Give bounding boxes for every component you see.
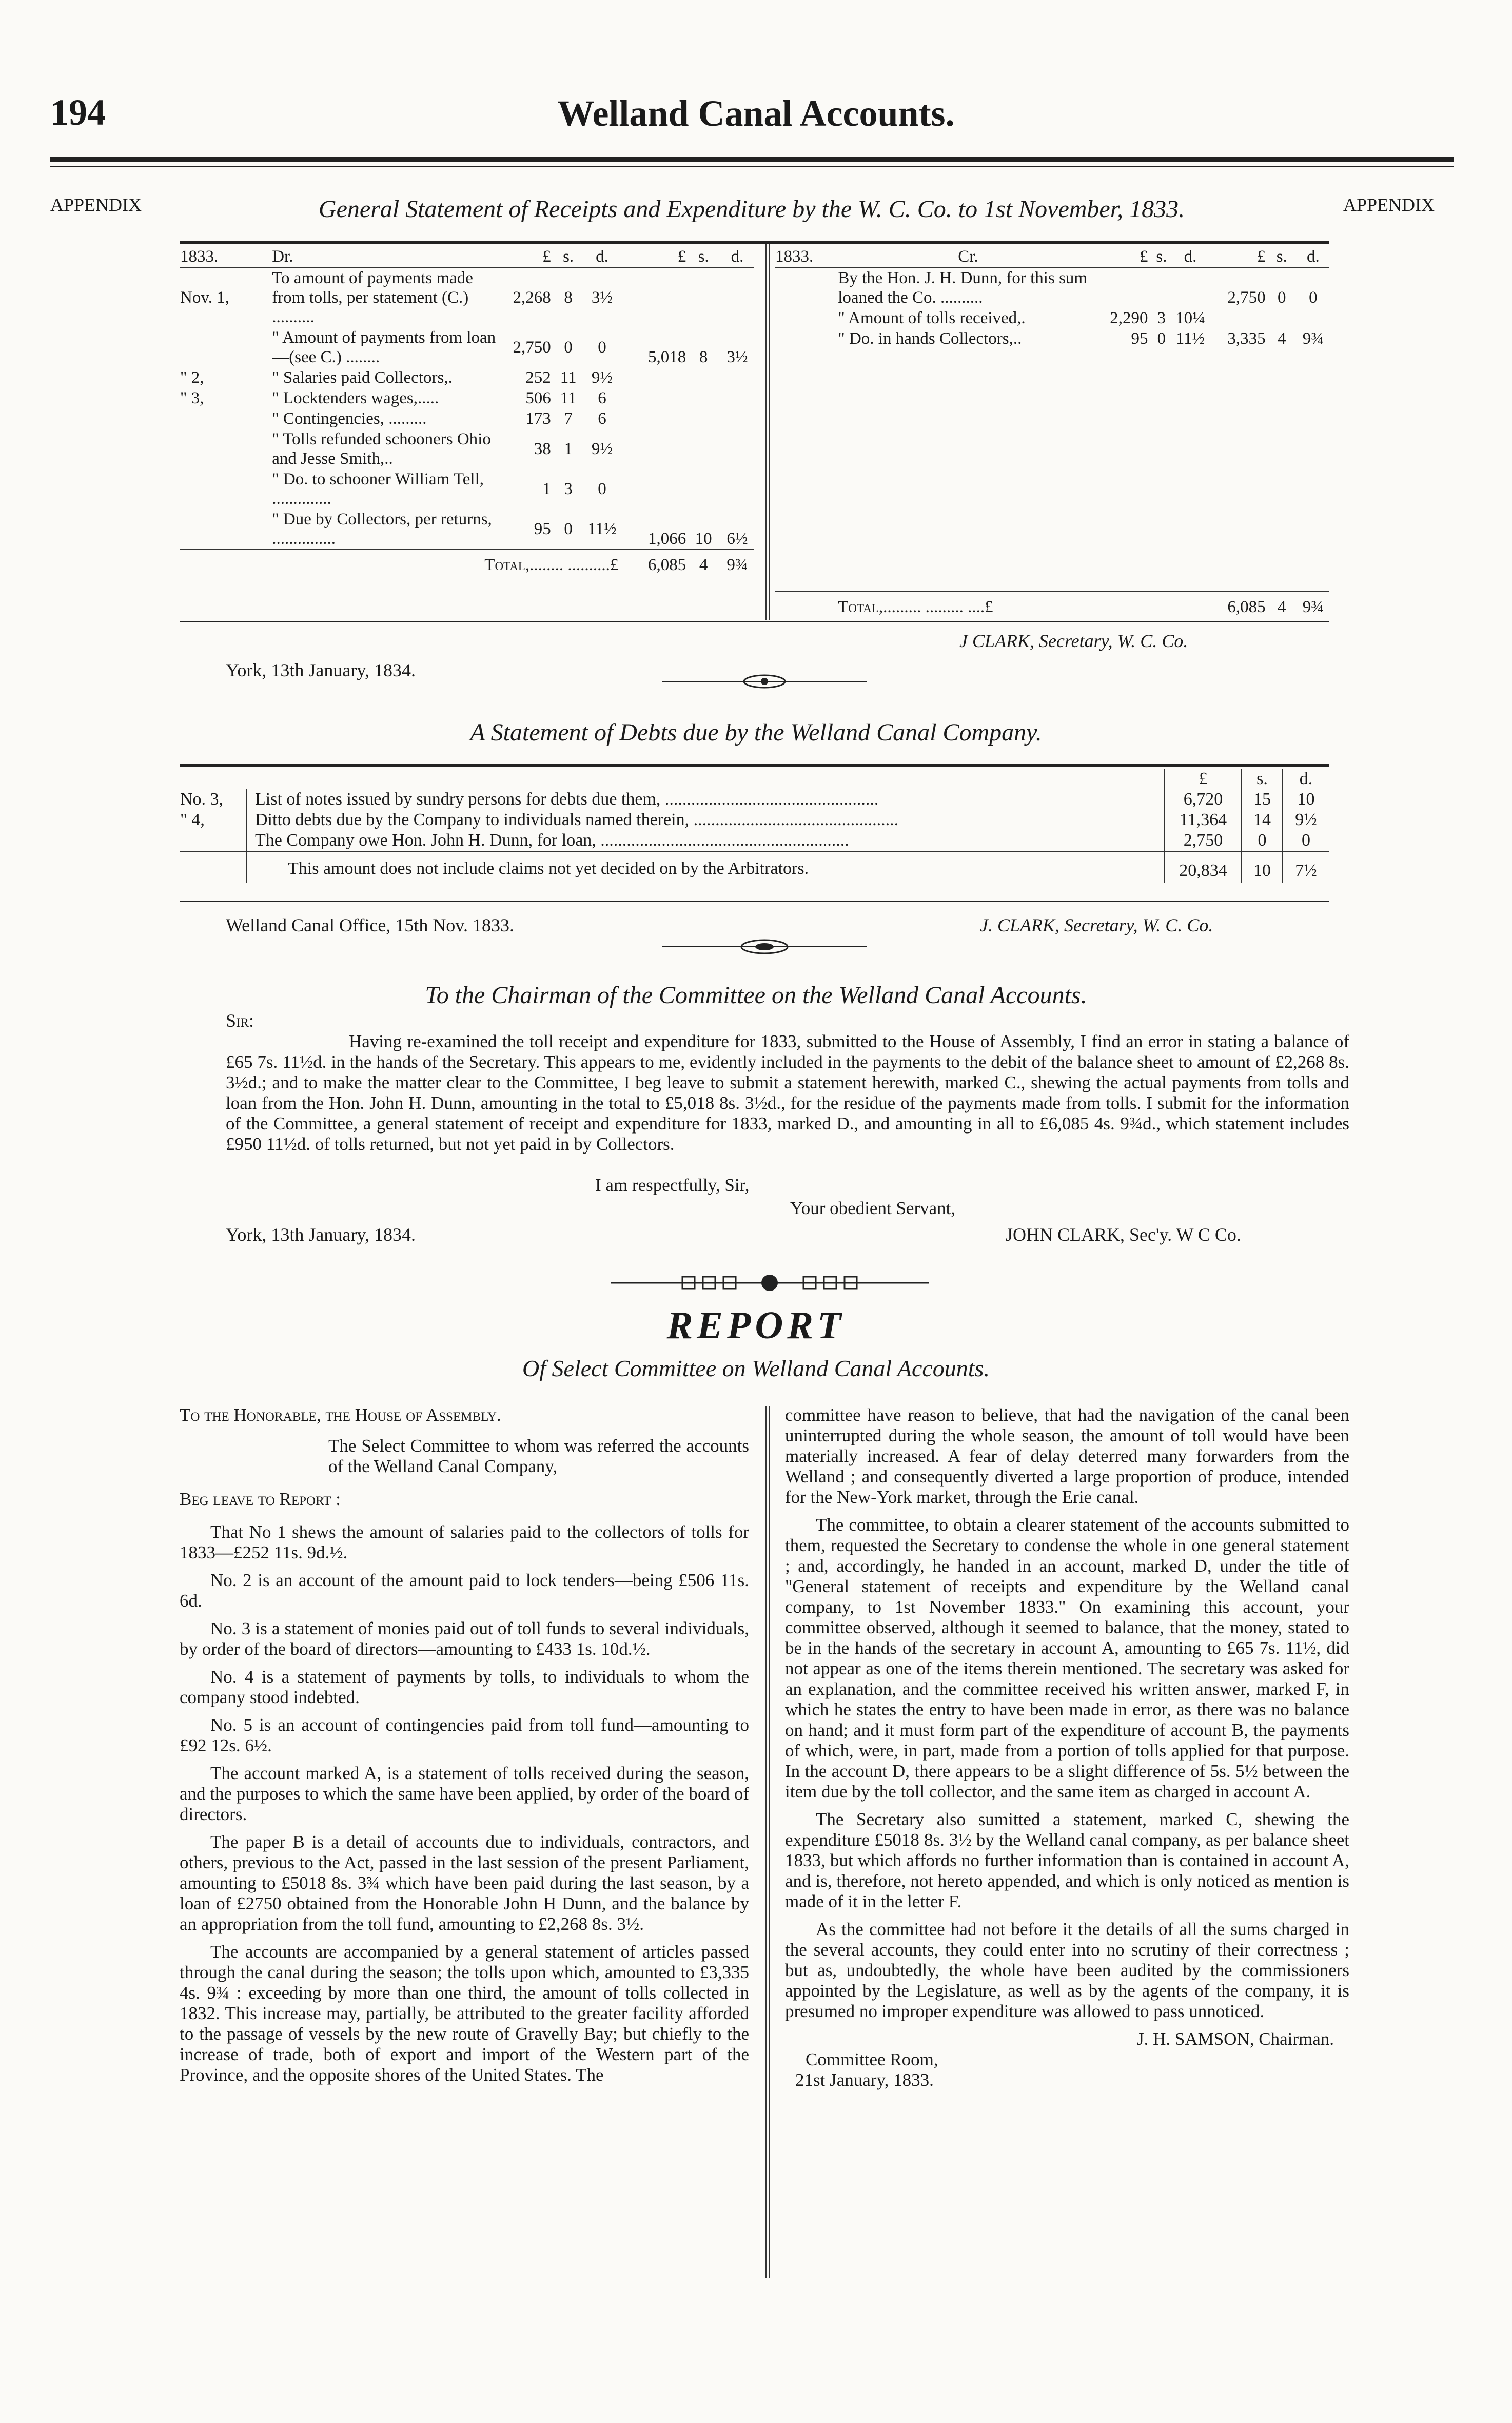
debts-bottom-rule — [180, 901, 1329, 902]
report-heading: REPORT — [666, 1304, 846, 1347]
debts-table: £ s. d. No. 3, List of notes issued by sundry persons for debts due them, ................................................. 6,720 15 10 " 4, Ditto debts due by the Company to individuals named therein, ............................................... 11,364 14 9½ The Company owe Hon. John H. Dunn, for loan, ......................................................... 2,750 0 0 This amount does not include claims not yet decided on by the Arbitrators. 20,834 10 7½ — [180, 769, 1329, 883]
letter-title: To the Chairman of the Committee on the Welland Canal Accounts. — [425, 982, 1087, 1009]
section1-title: General Statement of Receipts and Expenditure by the W. C. Co. to 1st November, 1833. — [318, 196, 1185, 223]
ledger-top-rule — [180, 241, 1329, 244]
section2-title: A Statement of Debts due by the Welland Canal Company. — [470, 719, 1042, 746]
letter-body: Having re-examined the toll receipt and expenditure for 1833, submitted to the House of Assembly, I find an error in stating a balance of £65 7s. 11½d. in the hands of the Secretary. This appears to me, evidently included in the payments to the debit of the balance sheet to amount of £2,268 8s. 3½d.; and to make the matter clear to the Committee, I beg leave to submit a statement herewith, marked C., shewing the actual payments from tolls and loan from the Hon. John H. Dunn, amounting in the total to £5,018 8s. 3½d., for the residue of the payments made from tolls. I submit for the information of the Committee, a general statement of receipt and expenditure for 1833, marked D., and amounting in all to £6,085 4s. 9¾d., which statement includes £950 11½d. of tolls returned, but not yet paid in by Collectors. — [226, 1031, 1349, 1154]
table-row: " Contingencies, ......... 173 7 6 — [272, 409, 606, 428]
ornament-divider — [611, 1272, 929, 1294]
table-row: By the Hon. J. H. Dunn, for this sum loaned the Co. .......... 2,750 0 0 — [838, 269, 1318, 307]
report-place: Committee Room, — [806, 2049, 938, 2069]
report-paragraph: The Secretary also sumitted a statement, marked C, shewing the expenditure £5018 8s. 3½ by the Welland canal company, as per balance sheet 1833, but which affords no further information than is contained in account A, and is, therefore, not hereto appended, and which is only noticed as mention is made of it in the letter F. — [785, 1809, 1349, 1911]
table-row: " Amount of tolls received,. 2,290 3 10¼ — [838, 309, 1205, 327]
table-row: Nov. 1, To amount of payments made from tolls, per statement (C.) .......... 2,268 8 3½ — [180, 269, 613, 326]
header-rule — [50, 157, 1454, 162]
table-row: " 3, " Locktenders wages,..... 506 11 6 — [180, 389, 606, 407]
report-paragraph: committee have reason to believe, that had the navigation of the canal been uninterrupted during the whole season, the amount of toll would have been materially increased. A fear of delay deterred many forwarders from the Welland ; and consequently diverted a large proportion of produce, intended for the New-York market, through the Erie canal. — [785, 1405, 1349, 1507]
ornament-divider — [662, 671, 867, 692]
table-row: " Amount of payments from loan—(see C.) ........ 2,750 0 0 5,018 8 3½ — [272, 328, 748, 366]
section2-place-date: Welland Canal Office, 15th Nov. 1833. — [226, 915, 514, 935]
running-title: Welland Canal Accounts. — [557, 93, 955, 134]
report-paragraph: As the committee had not before it the details of all the sums charged in the several accounts, they could enter into no scrutiny of their correctness ; but as, undoubtedly, the whole have been audited by the commissioners appointed by the Legislature, as well as by the agents of the company, it is presumed no improper expenditure was allowed to pass unnoticed. — [785, 1919, 1349, 2021]
report-intro: The Select Committee to whom was referred the accounts of the Welland Canal Company, — [328, 1436, 749, 1476]
cr-label: Cr. — [958, 247, 978, 266]
column-rule — [765, 1406, 767, 2278]
letter-closing1: I am respectfully, Sir, — [595, 1175, 750, 1195]
table-row: " Due by Collectors, per returns, ............... 95 0 11½ 1,066 10 6½ — [272, 510, 748, 548]
letter-salutation: Sir: — [226, 1010, 254, 1031]
table-row: No. 3, List of notes issued by sundry persons for debts due them, ................................................. 6,720 15 10 — [180, 789, 1329, 810]
table-row: " 2, " Salaries paid Collectors,. 252 11 9½ — [180, 368, 613, 387]
debts-total-row: This amount does not include claims not yet decided on by the Arbitrators. 20,834 10 7½ — [180, 851, 1329, 883]
report-paragraph: The account marked A, is a statement of tolls received during the season, and the purposes to which the same have been applied, by order of the board of directors. — [180, 1763, 749, 1824]
report-paragraph: That No 1 shews the amount of salaries paid to the collectors of tolls for 1833—£252 11s. 9d.½. — [180, 1522, 749, 1562]
section1-place-date: York, 13th January, 1834. — [226, 660, 416, 680]
cr-total-row: Total,......... ......... ....£ 6,085 4 9¾ — [775, 592, 1329, 617]
table-row: " Do. to schooner William Tell, .............. 1 3 0 — [272, 470, 606, 508]
letter-place-date: York, 13th January, 1834. — [226, 1224, 416, 1245]
ledger-divider — [765, 244, 767, 620]
section1-signature: J CLARK, Secretary, W. C. Co. — [959, 631, 1188, 651]
page-number: 194 — [50, 92, 106, 133]
ledger-divider — [769, 244, 770, 620]
table-row: " Tolls refunded schooners Ohio and Jesse Smith,.. 38 1 9½ — [272, 430, 613, 468]
header-rule-thin — [50, 166, 1454, 167]
appendix-label-right: APPENDIX — [1343, 194, 1435, 215]
report-left-column — [180, 1405, 749, 2093]
report-paragraph: No. 5 is an account of contingencies paid from toll fund—amounting to £92 12s. 6½. — [180, 1715, 749, 1755]
report-paragraph: The paper B is a detail of accounts due to individuals, contractors, and others, previous to the Act, passed in the last session of the present Parliament, amounting to £5018 8s. 3¾ which have been paid during the last season, by a loan of £2750 obtained from the Honorable John H Dunn, and the balance by an appropriation from the toll fund, amounting to £2,268 8s. 3½. — [180, 1832, 749, 1934]
letter-closing2: Your obedient Servant, — [790, 1198, 956, 1218]
cr-year: 1833. — [775, 247, 814, 266]
letter-signature: JOHN CLARK, Sec'y. W C Co. — [1006, 1224, 1241, 1245]
ornament-divider — [662, 936, 867, 957]
report-paragraph: The committee, to obtain a clearer statement of the accounts submitted to them, requested the Secretary to condense the whole in one general statement ; and, accordingly, he handed in an account, marked D, under the title of "General statement of receipts and expenditure by the Welland canal company, to 1st November 1833." On examining this account, your committee observed, although it seemed to balance, that the money, stated to be in the hands of the secretary in account A, amounting to £65 7s. 11½, did not appear as one of the items therein mentioned. The secretary was asked for an explanation, and the committee received his written answer, marked F, in which he states the entry to have been made in error, as there was no balance on hand; and it must form part of the expenditure of account B, the payments of which, were, in part, made from a portion of tolls applied for that purpose. In the account D, there appears to be a slight difference of 5s. 5½ between the item due by the toll collector, and the same item as charged in account A. — [785, 1515, 1349, 1802]
report-paragraph: No. 3 is a statement of monies paid out of toll funds to several individuals, by order of the board of directors—amounting to £433 1s. 10d.½. — [180, 1618, 749, 1659]
report-paragraph: No. 2 is an account of the amount paid to lock tenders—being £506 11s. 6d. — [180, 1570, 749, 1611]
table-row: " 4, Ditto debts due by the Company to individuals named therein, ............................................... 11,364 14 9½ — [180, 810, 1329, 830]
dr-year: 1833. — [180, 247, 219, 266]
report-subheading: Of Select Committee on Welland Canal Accounts. — [522, 1355, 990, 1381]
report-beg: Beg leave to Report : — [180, 1489, 341, 1509]
column-rule — [769, 1406, 770, 2278]
section2-signature: J. CLARK, Secretary, W. C. Co. — [980, 915, 1213, 935]
ledger-cr: 1833. Cr. £ s. d. £ s. d. By the Hon. J. H. Dunn, for this sum loaned the Co. .......... 2,750 0 0 " Amount of tolls received,. 2,290 3 10¼ " Do. in hands Collectors,.. 95 0 11½ 3,335 4 9¾ Total,......... ......... ....£ 6,085 4 9¾ — [775, 246, 1329, 617]
dr-total-row: Total,........ ..........£ 6,085 4 9¾ — [180, 550, 754, 575]
table-row: The Company owe Hon. John H. Dunn, for loan, ......................................................... 2,750 0 0 — [180, 830, 1329, 851]
table-row: " Do. in hands Collectors,.. 95 0 11½ 3,335 4 9¾ — [838, 329, 1324, 348]
report-signature: J. H. SAMSON, Chairman. — [1136, 2029, 1334, 2049]
debts-top-rule — [180, 764, 1329, 767]
report-address: To the Honorable, the House of Assembly. — [180, 1405, 501, 1425]
report-paragraph: The accounts are accompanied by a general statement of articles passed through the canal during the season; the tolls upon which, amounted to £3,335 4s. 9¾ : exceeding by more than one third, the amount of tolls collected in 1832. This increase may, partially, be attributed to the greater facility afforded to the passage of vessels by the new route of Gravelly Bay; but chiefly to the increase of trade, both of export and import of the Western part of the Province, and the opposite shores of the United States. The — [180, 1942, 749, 2085]
report-paragraph: No. 4 is a statement of payments by tolls, to individuals to whom the company stood indebted. — [180, 1667, 749, 1707]
dr-label: Dr. — [272, 247, 293, 266]
report-date: 21st January, 1833. — [795, 2070, 934, 2090]
report-right-column — [785, 1405, 1349, 2090]
ledger-dr: 1833. Dr. £ s. d. £ s. d. Nov. 1, To amount of payments made from tolls, per statement (C.) .......... 2,268 8 3½ " Amount of payments from loan—(see C.) ........ 2,750 0 0 5,018 8 3½ " 2, " Salaries paid Collectors,. 252 11 9½ " 3, " Locktenders wages,..... 506 11 6 " Contingencies, ......... 173 7 6 " Tolls refunded schooners Ohio and Jesse Smith,.. 38 1 9½ " Do. to schooner William Tell, .............. 1 3 0 " Due by Collectors, per returns, ............... 95 0 11½ 1,066 10 6½ Total,........ ..........£ 6,085 4 9¾ — [180, 246, 754, 575]
ledger-bottom-rule — [180, 621, 1329, 622]
appendix-label-left: APPENDIX — [50, 194, 142, 215]
